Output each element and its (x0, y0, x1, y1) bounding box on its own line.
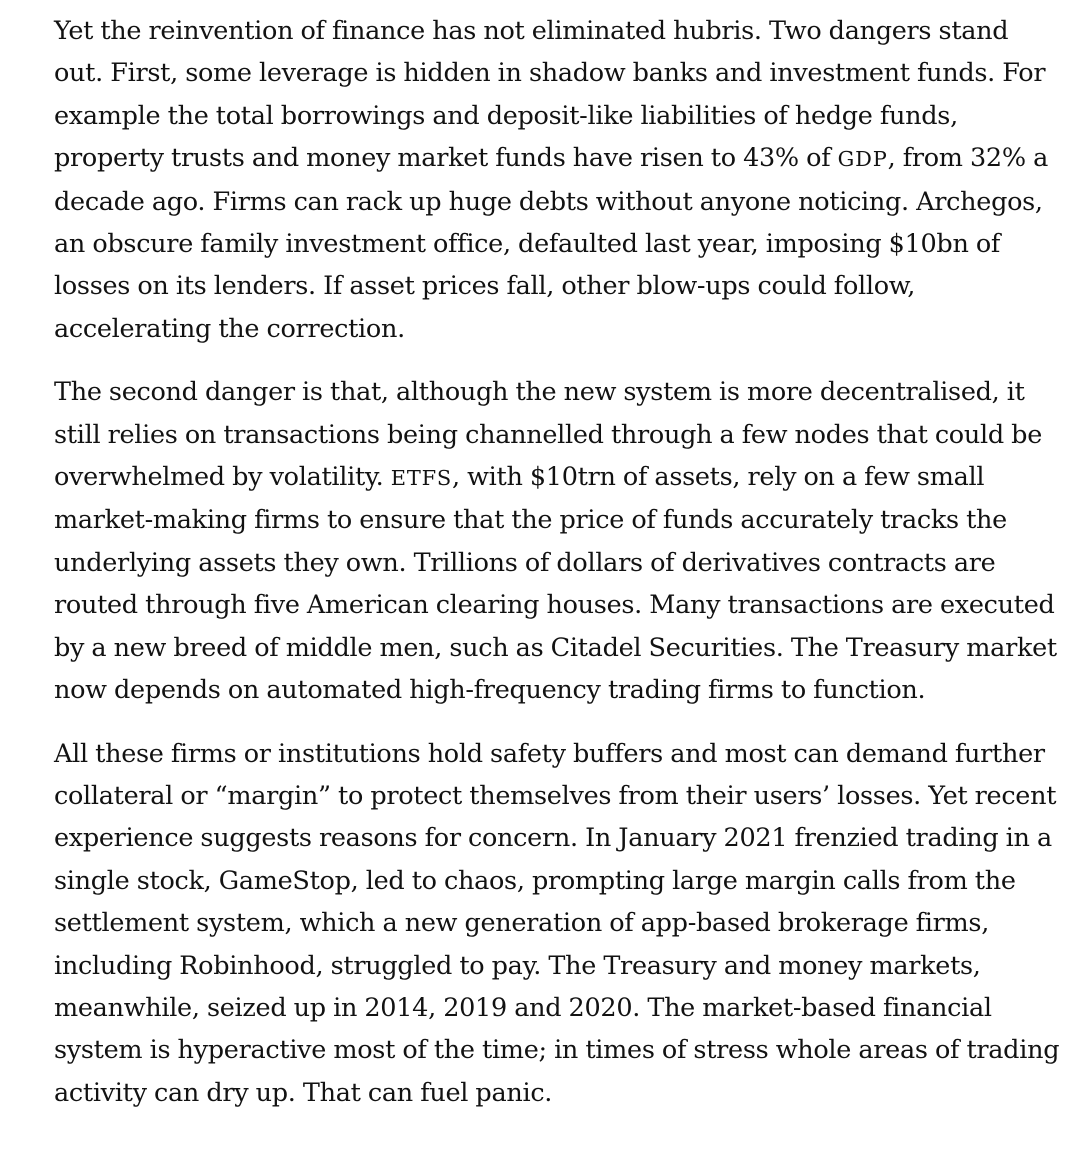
abbreviation-etfs: ETFS (390, 466, 453, 491)
paragraph (54, 733, 1064, 1115)
paragraph-text: Yet the reinvention of finance has not eliminated hubris. Two dangers stand out. First, some leverage is hidden in shadow banks and investment funds. For example the total borrowings and deposit-like liabilities of hedge funds, property trusts and money market funds have risen to 43% of (54, 16, 1046, 174)
abbreviation-gdp: GDP (837, 147, 888, 172)
article-body (54, 10, 1064, 1114)
paragraph (54, 371, 1064, 711)
paragraph (54, 10, 1064, 350)
paragraph-text: , from 32% a decade ago. Firms can rack up huge debts without anyone noticing. Archegos, an obscure family investment office, defaulted last year, imposing $10bn of losses on its lenders. If asset prices fall, other blow-ups could follow, accelerating the correction. (54, 143, 1048, 344)
paragraph-text: , with $10trn of assets, rely on a few small market-making firms to ensure that the price of funds accurately tracks the underlying assets they own. Trillions of dollars of derivatives contracts are routed through five American clearing houses. Many transactions are executed by a new breed of middle men, such as Citadel Securities. The Treasury market now depends on automated high-frequency trading firms to function. (54, 462, 1057, 706)
paragraph-text: All these firms or institutions hold safety buffers and most can demand further collateral or “margin” to protect themselves from their users’ losses. Yet recent experience suggests reasons for concern. In January 2021 frenzied trading in a single stock, GameStop, led to chaos, prompting large margin calls from the settlement system, which a new generation of app-based brokerage firms, including Robinhood, struggled to pay. The Treasury and money markets, meanwhile, seized up in 2014, 2019 and 2020. The market-based financial system is hyperactive most of the time; in times of stress whole areas of trading activity can dry up. That can fuel panic. (54, 738, 1060, 1108)
paragraph-text: The second danger is that, although the new system is more decentralised, it still relies on transactions being channelled through a few nodes that could be overwhelmed by volatility. (54, 377, 1042, 493)
